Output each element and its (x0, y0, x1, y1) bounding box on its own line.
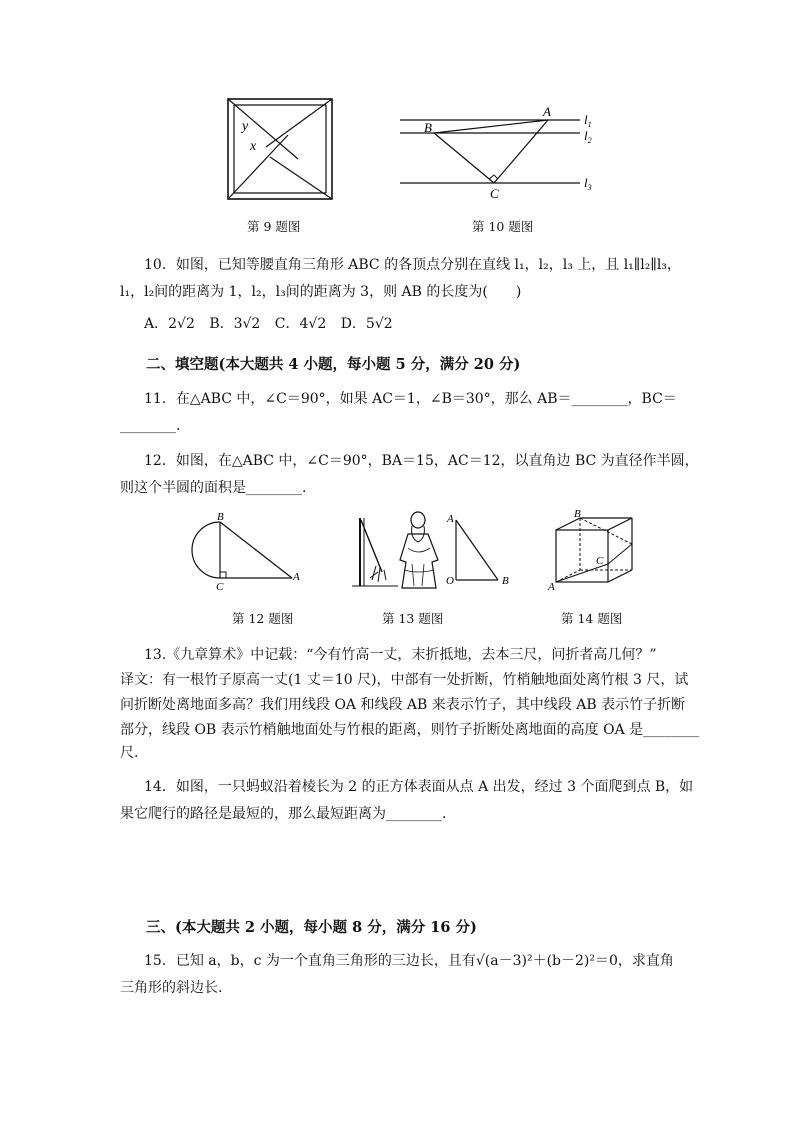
fig10-label-l2: $l_2$ (584, 128, 592, 145)
q13-line-3: 问折断处离地面多高？我们用线段 OA 和线段 AB 来表示竹子，其中线段 AB 表示竹子折断 (120, 697, 686, 713)
section-3-heading: 三、(本大题共 2 小题，每小题 8 分，满分 16 分) (146, 919, 477, 936)
question-14 (120, 779, 694, 824)
fig14-label-A: A (548, 581, 555, 593)
q10-option-c[interactable]: C．4√2 (274, 316, 327, 332)
fig13-caption: 第 13 题图 (382, 611, 444, 626)
fig14-label-B: B (574, 508, 581, 520)
fig10-caption: 第 10 题图 (472, 219, 534, 234)
q10-line-2: l₁，l₂间的距离为 1，l₂，l₃间的距离为 3，则 AB 的长度为( ) (120, 284, 522, 300)
q10-option-a[interactable]: A．2√2 (144, 316, 195, 332)
q12-line-1: 12．如图，在△ABC 中，∠C＝90°，BA＝15，AC＝12，以直角边 BC 为直径作半圆， (144, 453, 699, 469)
question-10 (120, 258, 680, 338)
question-12 (120, 453, 699, 498)
fig14-caption: 第 14 题图 (561, 611, 623, 626)
question-11 (120, 392, 680, 436)
q10-options (144, 317, 393, 331)
q15-line-2: 三角形的斜边长. (120, 980, 223, 996)
figure-13 (352, 508, 520, 594)
q14-line-2: 果它爬行的路径是最短的，那么最短距离为________. (120, 806, 447, 822)
q13-line-5: 尺. (120, 745, 139, 761)
fig10-label-B: B (424, 120, 432, 135)
q10-option-d[interactable]: D．5√2 (340, 316, 393, 332)
question-15 (120, 954, 680, 998)
q10-option-b[interactable]: B．3√2 (209, 316, 261, 332)
fig10-label-C: C (490, 186, 499, 200)
fig13-label-A: A (447, 513, 454, 525)
q12-line-2: 则这个半圆的面积是________. (120, 480, 307, 496)
fig10-label-A: A (543, 104, 551, 119)
fig13-label-O: O (446, 575, 454, 587)
fig9-caption: 第 9 题图 (247, 219, 301, 234)
q13-line-4: 部分，线段 OB 表示竹梢触地面处与竹根的距离，则竹子折断处离地面的高度 OA 是________ (120, 722, 700, 738)
fig13-label-B: B (502, 575, 509, 587)
q15-line-1: 15．已知 a，b，c 为一个直角三角形的三边长，且有√(a－3)²＋(b－2)²＝0，求直角 (144, 953, 674, 969)
fig9-label-y: y (242, 119, 249, 134)
question-13 (120, 647, 700, 761)
figure-12 (188, 508, 304, 594)
figure-9 (226, 97, 334, 201)
q13-line-2: 译文：有一根竹子原高一丈(1 丈＝10 尺)，中部有一处折断，竹梢触地面处离竹根 3 尺，试 (120, 672, 689, 688)
q14-line-1: 14．如图，一只蚂蚁沿着棱长为 2 的正方体表面从点 A 出发，经过 3 个面爬到点 B，如 (144, 779, 694, 795)
q13-line-1: 13.《九章算术》中记载：“今有竹高一丈，末折抵地，去本三尺，问折者高几何？” (144, 647, 657, 663)
fig12-label-C: C (216, 581, 224, 593)
q11-line-2: ________. (120, 418, 181, 434)
fig12-label-B: B (217, 511, 224, 523)
fig10-label-l1: $l_1$ (584, 112, 592, 129)
q10-line-1: 10．如图，已知等腰直角三角形 ABC 的各顶点分别在直线 l₁，l₂，l₃ 上，且 l₁∥l₂∥l₃， (144, 257, 681, 273)
figure-10 (396, 104, 606, 200)
section-2-heading: 二、填空题(本大题共 4 小题，每小题 5 分，满分 20 分) (146, 356, 521, 373)
q11-line-1: 11．在△ABC 中，∠C＝90°，如果 AC＝1，∠B＝30°，那么 AB＝________，BC＝ (144, 391, 677, 407)
figure-14 (546, 508, 646, 594)
fig10-label-l3: $l_3$ (584, 175, 592, 192)
fig14-label-C: C (596, 555, 604, 567)
fig12-caption: 第 12 题图 (232, 611, 294, 626)
fig12-label-A: A (293, 571, 300, 583)
fig9-label-x: x (250, 139, 257, 154)
